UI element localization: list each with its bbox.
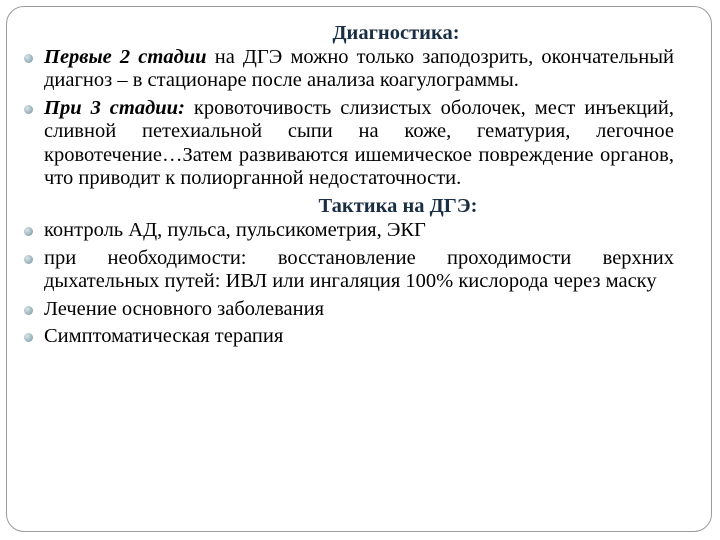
tactics-list	[22, 219, 674, 349]
list-item	[22, 219, 674, 243]
bullet-icon	[24, 105, 33, 114]
item-text: контроль АД, пульса, пульсикометрия, ЭКГ	[44, 219, 426, 241]
item-text: при необходимости: восстановление проходимости верхних дыхательных путей: ИВЛ или ингаляция 100% кислорода через маску	[44, 246, 674, 292]
list-item	[22, 247, 674, 294]
diagnostics-list	[22, 46, 674, 191]
heading-tactics: Тактика на ДГЭ:	[318, 194, 478, 217]
bullet-icon	[24, 255, 33, 264]
list-item	[22, 46, 674, 93]
heading-diagnostics: Диагностика:	[332, 22, 460, 44]
bullet-icon	[24, 306, 33, 315]
list-item	[22, 298, 674, 322]
list-item	[22, 325, 674, 349]
item-text: на ДГЭ можно только заподозрить, окончательный диагноз – в стационаре после анализа коагулограммы.	[44, 45, 674, 91]
item-text: Лечение основного заболевания	[44, 297, 324, 320]
item-lead: При 3 стадии:	[44, 96, 185, 119]
slide-content	[22, 22, 674, 353]
list-item	[22, 97, 674, 191]
bullet-icon	[24, 333, 33, 342]
item-text: Симптоматическая терапия	[44, 325, 284, 347]
item-lead: Первые 2 стадии	[44, 45, 207, 68]
item-text: кровоточивость слизистых оболочек, мест инъекций, сливной петехиальной сыпи на коже, гематурия, легочное кровотечение…Затем развиваются ишемическое повреждение органов, что приводит к полиорганной недостаточности.	[44, 96, 674, 189]
bullet-icon	[24, 227, 33, 236]
bullet-icon	[24, 54, 33, 63]
